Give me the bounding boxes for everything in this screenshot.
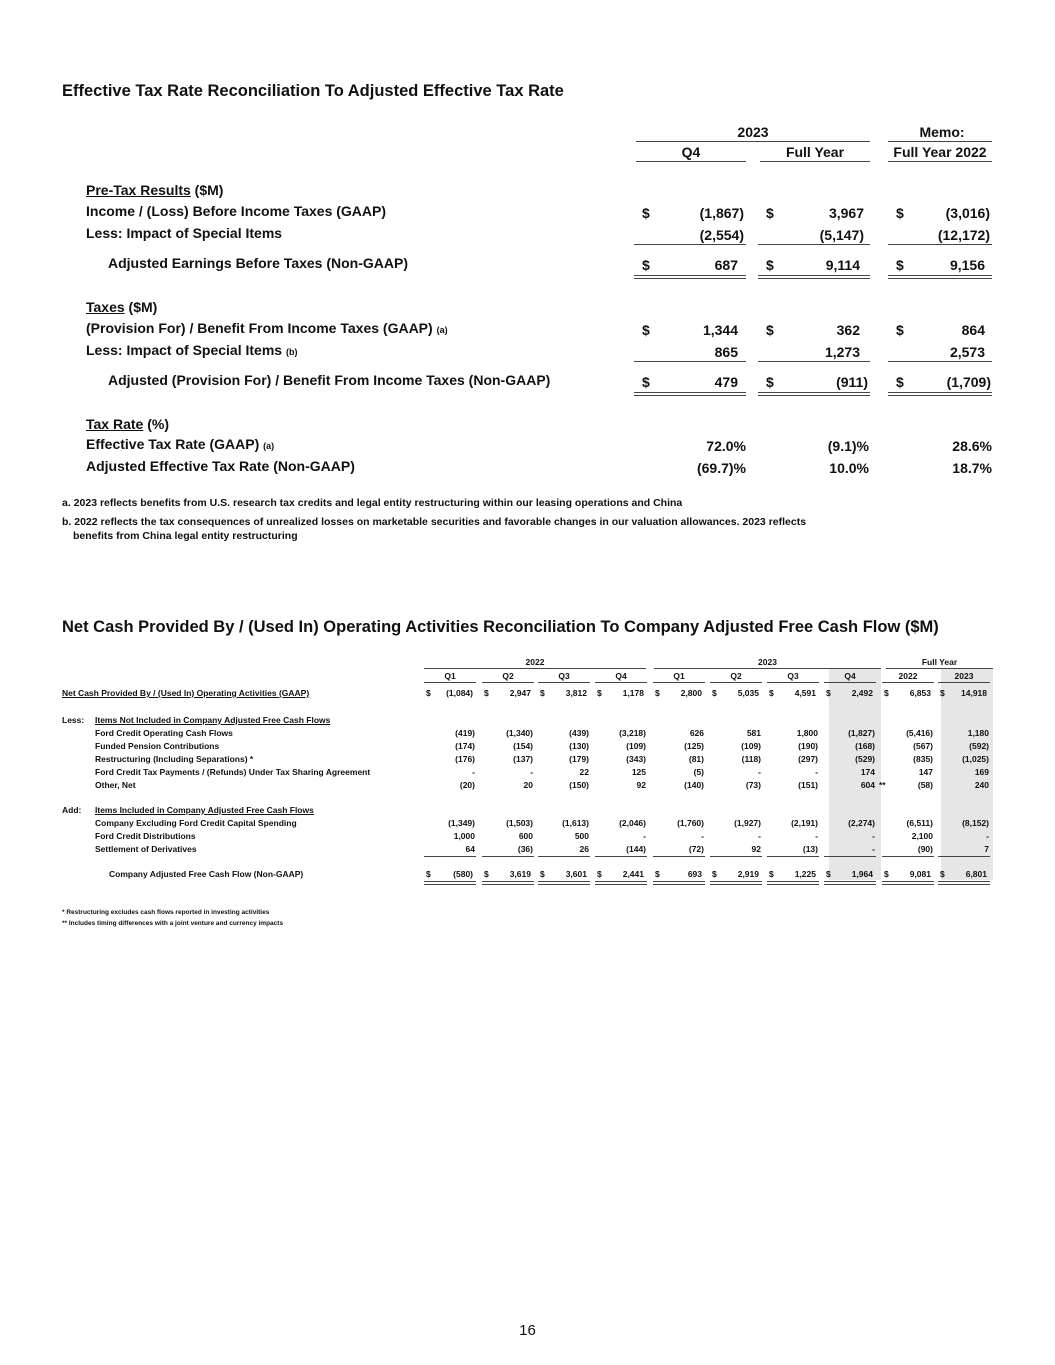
taxes-heading-text: Taxes [86, 299, 125, 315]
less-row-value: (835) [913, 754, 933, 764]
less-row-value: (5,416) [906, 728, 933, 738]
add-row-value: 600 [518, 831, 533, 841]
subtotal-rule [888, 244, 992, 245]
value-adjusted-fcf-2022-q1: (580) [453, 869, 473, 879]
less-row-label: Other, Net [95, 780, 136, 790]
less-row-value: (140) [684, 780, 704, 790]
other-net-q4-marker: ** [879, 780, 886, 790]
row-label-adjusted-ebt: Adjusted Earnings Before Taxes (Non-GAAP) [108, 255, 409, 271]
currency-symbol: $ [484, 869, 489, 879]
value-gaap-2022-q1: (1,084) [446, 688, 473, 698]
add-row-value: (6,511) [906, 818, 933, 828]
less-row-value: 92 [636, 780, 646, 790]
currency-symbol: $ [769, 688, 774, 698]
currency-symbol: $ [712, 688, 717, 698]
less-row-value: (419) [455, 728, 475, 738]
less-row-value: (73) [745, 780, 761, 790]
add-row-value: (1,503) [506, 818, 533, 828]
less-row-value: 169 [974, 767, 989, 777]
less-row-value: (1,827) [848, 728, 875, 738]
column-header-2022-q1: Q1 [444, 671, 456, 681]
less-row-value: - [530, 767, 533, 777]
value-gaap-2022-q2: 2,947 [509, 688, 531, 698]
subtotal-rule [634, 361, 746, 362]
currency-symbol: $ [484, 688, 489, 698]
total-double-rule [824, 881, 876, 885]
value-income-before-taxes-fy: 3,967 [828, 205, 864, 221]
currency-symbol: $ [826, 869, 831, 879]
less-row-label: Funded Pension Contributions [95, 741, 220, 751]
add-row-value: (90) [917, 844, 933, 854]
less-row-value: 125 [631, 767, 646, 777]
total-double-rule [767, 881, 819, 885]
column-rule [767, 682, 819, 683]
pretax-heading [86, 182, 223, 198]
value-gaap-2022-q3: 3,812 [565, 688, 587, 698]
currency-symbol: $ [540, 688, 545, 698]
footnote-ref: (b) [285, 347, 298, 357]
currency-symbol: $ [896, 205, 904, 221]
total-double-rule [634, 275, 746, 279]
total-double-rule [758, 392, 870, 396]
row-label-gaap-operating-cash: Net Cash Provided By / (Used In) Operating Activities (GAAP) [62, 688, 310, 698]
column-rule [595, 682, 647, 683]
tax-rate-heading [86, 416, 169, 432]
row-label-adjusted-fcf: Company Adjusted Free Cash Flow (Non-GAAP) [109, 869, 304, 879]
add-row-value: (13) [802, 844, 818, 854]
currency-symbol: $ [766, 205, 774, 221]
value-effective-tax-rate-fy: (9.1)% [827, 438, 869, 454]
total-double-rule [710, 881, 762, 885]
add-row-value: (1,349) [448, 818, 475, 828]
value-adjusted-provision-fy: (911) [836, 374, 868, 390]
currency-symbol: $ [642, 374, 650, 390]
total-double-rule [888, 392, 992, 396]
footnote-double-star: ** Includes timing differences with a joint venture and currency impacts [62, 920, 284, 927]
group-header-full-year: Full Year [921, 657, 958, 667]
less-row-value: (176) [455, 754, 475, 764]
subtotal-rule [888, 361, 992, 362]
less-row-value: (343) [626, 754, 646, 764]
currency-symbol: $ [642, 257, 650, 273]
add-row-value: - [643, 831, 646, 841]
less-row-value: (1,340) [506, 728, 533, 738]
less-prefix: Less: [62, 715, 85, 725]
add-row-value: 7 [984, 844, 989, 854]
header-rule [888, 161, 992, 162]
value-provision-gaap-fy2022: 864 [961, 322, 985, 338]
add-prefix: Add: [62, 805, 82, 815]
less-row-value: (109) [626, 741, 646, 751]
add-heading: Items Included in Company Adjusted Free Cash Flows [95, 805, 314, 815]
add-row-value: (72) [688, 844, 704, 854]
taxes-heading-suffix: ($M) [124, 299, 158, 315]
subtotal-rule [710, 856, 762, 857]
add-row-value: 500 [574, 831, 589, 841]
less-row-value: (81) [688, 754, 704, 764]
currency-symbol: $ [597, 869, 602, 879]
total-double-rule [634, 392, 746, 396]
total-double-rule [595, 881, 647, 885]
value-adjusted-provision-q4: 479 [714, 374, 738, 390]
less-row-value: (592) [969, 741, 989, 751]
add-row-value: (2,274) [848, 818, 875, 828]
column-header-2022-q4: Q4 [615, 671, 627, 681]
value-gaap-2023-q2: 5,035 [737, 688, 759, 698]
label-text: Effective Tax Rate (GAAP) [86, 436, 260, 452]
currency-symbol: $ [655, 688, 660, 698]
value-special-items-q4: (2,554) [699, 227, 744, 243]
less-row-value: 1,180 [967, 728, 989, 738]
footnote-a: a. 2023 reflects benefits from U.S. research tax credits and legal entity restructuring within our leasing operations and China [62, 497, 683, 509]
currency-symbol: $ [426, 869, 431, 879]
less-row-value: 626 [689, 728, 704, 738]
column-header-fy-2023: 2023 [954, 671, 974, 681]
header-full-year-2022: Full Year 2022 [893, 144, 987, 160]
currency-symbol: $ [884, 869, 889, 879]
value-adjusted-ebt-fy: 9,114 [825, 257, 860, 273]
less-row-value: (439) [569, 728, 589, 738]
add-row-value: (1,760) [677, 818, 704, 828]
currency-symbol: $ [884, 688, 889, 698]
less-row-label: Ford Credit Tax Payments / (Refunds) Under Tax Sharing Agreement [95, 767, 371, 777]
taxes-heading [86, 299, 157, 315]
subtotal-rule [758, 361, 870, 362]
value-adjusted-fcf-2023-q4: 1,964 [851, 869, 873, 879]
less-row-value: (168) [855, 741, 875, 751]
add-row-value: (2,046) [619, 818, 646, 828]
value-gaap-2023-q1: 2,800 [680, 688, 702, 698]
less-row-value: (174) [455, 741, 475, 751]
value-income-before-taxes-fy2022: (3,016) [945, 205, 990, 221]
add-row-value: - [815, 831, 818, 841]
column-rule [938, 682, 990, 683]
page-number: 16 [519, 1322, 536, 1339]
add-row-label: Ford Credit Distributions [95, 831, 196, 841]
tax-rate-heading-text: Tax Rate [86, 416, 144, 432]
value-provision-gaap-q4: 1,344 [702, 322, 738, 338]
total-double-rule [653, 881, 705, 885]
value-adjusted-fcf-2022-q4: 2,441 [622, 869, 644, 879]
add-row-value: (2,191) [791, 818, 818, 828]
total-double-rule [538, 881, 590, 885]
currency-symbol: $ [896, 322, 904, 338]
label-text: (Provision For) / Benefit From Income Taxes (GAAP) [86, 320, 433, 336]
header-rule [888, 141, 992, 142]
total-double-rule [938, 881, 990, 885]
currency-symbol: $ [940, 869, 945, 879]
footnote-b: b. 2022 reflects the tax consequences of unrealized losses on marketable securities and favorable changes in our valuation allowances. 2023 reflects [62, 516, 807, 528]
less-row-value: (118) [741, 754, 761, 764]
less-row-value: (109) [741, 741, 761, 751]
add-row-value: (1,613) [562, 818, 589, 828]
currency-symbol: $ [642, 322, 650, 338]
header-group-2023: 2023 [737, 124, 769, 140]
value-provision-gaap-fy: 362 [836, 322, 860, 338]
currency-symbol: $ [769, 869, 774, 879]
footnote-star: * Restructuring excludes cash flows reported in investing activities [62, 909, 270, 916]
value-adjusted-rate-fy: 10.0% [829, 460, 869, 476]
less-row-value: (3,218) [619, 728, 646, 738]
add-row-value: - [986, 831, 989, 841]
header-rule [636, 141, 870, 142]
tax-rate-heading-suffix: (%) [143, 416, 169, 432]
subtotal-rule [758, 244, 870, 245]
value-adjusted-rate-q4: (69.7)% [696, 460, 746, 476]
total-double-rule [424, 881, 476, 885]
add-row-value: 26 [579, 844, 589, 854]
add-row-value: (1,927) [734, 818, 761, 828]
less-row-value: - [815, 767, 818, 777]
header-rule [636, 161, 746, 162]
header-rule [760, 161, 870, 162]
pretax-heading-suffix: ($M) [190, 182, 224, 198]
less-row-value: 20 [523, 780, 533, 790]
subtotal-rule [882, 856, 934, 857]
header-q4: Q4 [681, 144, 701, 160]
currency-symbol: $ [766, 257, 774, 273]
less-row-value: (297) [798, 754, 818, 764]
add-row-value: (144) [626, 844, 646, 854]
value-effective-tax-rate-fy2022: 28.6% [952, 438, 992, 454]
pretax-heading-text: Pre-Tax Results [86, 182, 191, 198]
header-full-year: Full Year [785, 144, 845, 160]
group-header-2023: 2023 [758, 657, 777, 667]
value-adjusted-fcf-2022-q2: 3,619 [509, 869, 531, 879]
column-header-2023-q4: Q4 [844, 671, 856, 681]
column-header-2023-q3: Q3 [787, 671, 799, 681]
value-adjusted-fcf-2023-q3: 1,225 [794, 869, 816, 879]
value-adjusted-rate-fy2022: 18.7% [952, 460, 992, 476]
currency-symbol: $ [642, 205, 650, 221]
less-row-value: 147 [918, 767, 933, 777]
subtotal-rule [538, 856, 590, 857]
less-row-value: (529) [855, 754, 875, 764]
add-row-value: (8,152) [962, 818, 989, 828]
value-tax-special-items-fy2022: 2,573 [949, 344, 985, 360]
add-row-label: Company Excluding Ford Credit Capital Spending [95, 818, 297, 828]
row-label-adjusted-effective-tax-rate: Adjusted Effective Tax Rate (Non-GAAP) [86, 458, 355, 474]
header-memo: Memo: [919, 124, 965, 140]
subtotal-rule [482, 856, 534, 857]
row-label-provision-gaap [86, 320, 448, 336]
currency-symbol: $ [826, 688, 831, 698]
add-row-value: 64 [465, 844, 475, 854]
less-row-value: (125) [684, 741, 704, 751]
value-adjusted-ebt-q4: 687 [714, 257, 738, 273]
currency-symbol: $ [766, 374, 774, 390]
less-row-value: (137) [513, 754, 533, 764]
subtotal-rule [938, 856, 990, 857]
row-label-special-items: Less: Impact of Special Items [86, 225, 283, 241]
subtotal-rule [824, 856, 876, 857]
currency-symbol: $ [597, 688, 602, 698]
value-tax-special-items-fy: 1,273 [824, 344, 860, 360]
less-row-value: (150) [569, 780, 589, 790]
subtotal-rule [767, 856, 819, 857]
add-row-value: 2,100 [911, 831, 933, 841]
currency-symbol: $ [540, 869, 545, 879]
value-effective-tax-rate-q4: 72.0% [706, 438, 746, 454]
less-row-value: (5) [693, 767, 704, 777]
value-gaap-fy-2023: 14,918 [961, 688, 987, 698]
subtotal-rule [595, 856, 647, 857]
less-row-value: 1,800 [796, 728, 818, 738]
less-row-value: 174 [860, 767, 875, 777]
total-double-rule [882, 881, 934, 885]
total-double-rule [482, 881, 534, 885]
less-row-value: (151) [798, 780, 818, 790]
less-row-value: 604 [860, 780, 875, 790]
column-header-2022-q3: Q3 [558, 671, 570, 681]
footnote-ref: (a) [436, 325, 448, 335]
column-header-2023-q2: Q2 [730, 671, 742, 681]
add-row-value: - [872, 831, 875, 841]
subtotal-rule [653, 856, 705, 857]
less-row-value: (130) [569, 741, 589, 751]
group-rule [654, 668, 881, 669]
value-adjusted-ebt-fy2022: 9,156 [949, 257, 985, 273]
value-special-items-fy2022: (12,172) [937, 227, 990, 243]
footnote-ref: (a) [263, 441, 275, 451]
add-row-label: Settlement of Derivatives [95, 844, 197, 854]
column-rule [882, 682, 934, 683]
label-text: Less: Impact of Special Items [86, 342, 283, 358]
less-row-value: 581 [746, 728, 761, 738]
value-gaap-2022-q4: 1,178 [622, 688, 644, 698]
add-row-value: 1,000 [453, 831, 475, 841]
currency-symbol: $ [940, 688, 945, 698]
value-special-items-fy: (5,147) [819, 227, 864, 243]
column-header-fy-2022: 2022 [898, 671, 918, 681]
currency-symbol: $ [426, 688, 431, 698]
row-label-income-before-taxes: Income / (Loss) Before Income Taxes (GAAP) [86, 203, 387, 219]
total-double-rule [758, 275, 870, 279]
less-row-value: (567) [913, 741, 933, 751]
add-row-value: - [758, 831, 761, 841]
column-rule [710, 682, 762, 683]
value-tax-special-items-q4: 865 [714, 344, 738, 360]
less-row-value: (154) [513, 741, 533, 751]
less-row-value: (179) [569, 754, 589, 764]
currency-symbol: $ [896, 374, 904, 390]
column-rule [653, 682, 705, 683]
value-adjusted-fcf-fy-2023: 6,801 [965, 869, 987, 879]
column-rule [482, 682, 534, 683]
row-label-adjusted-provision: Adjusted (Provision For) / Benefit From Income Taxes (Non-GAAP) [108, 372, 551, 388]
value-gaap-2023-q4: 2,492 [851, 688, 873, 698]
currency-symbol: $ [712, 869, 717, 879]
value-gaap-fy-2022: 6,853 [909, 688, 931, 698]
add-row-value: - [872, 844, 875, 854]
less-row-value: - [472, 767, 475, 777]
value-adjusted-fcf-fy-2022: 9,081 [909, 869, 931, 879]
value-gaap-2023-q3: 4,591 [794, 688, 816, 698]
currency-symbol: $ [766, 322, 774, 338]
subtotal-rule [634, 244, 746, 245]
less-row-value: (190) [798, 741, 818, 751]
tax-rate-section-title: Effective Tax Rate Reconciliation To Adjusted Effective Tax Rate [62, 82, 564, 100]
group-header-2022: 2022 [525, 657, 545, 667]
add-row-value: - [701, 831, 704, 841]
value-income-before-taxes-q4: (1,867) [699, 205, 744, 221]
column-header-2022-q2: Q2 [502, 671, 514, 681]
less-row-value: 22 [579, 767, 589, 777]
value-adjusted-fcf-2022-q3: 3,601 [565, 869, 587, 879]
less-row-value: (1,025) [962, 754, 989, 764]
less-row-label: Restructuring (Including Separations) * [95, 754, 254, 764]
column-header-2023-q1: Q1 [673, 671, 685, 681]
less-row-value: (20) [459, 780, 475, 790]
row-label-effective-tax-rate [86, 436, 274, 452]
value-adjusted-fcf-2023-q1: 693 [687, 869, 702, 879]
column-rule [424, 682, 476, 683]
total-double-rule [888, 275, 992, 279]
add-row-value: 92 [751, 844, 761, 854]
row-label-tax-special-items [86, 342, 297, 358]
add-row-value: (36) [517, 844, 533, 854]
group-rule [886, 668, 993, 669]
footnote-b-cont: benefits from China legal entity restructuring [73, 530, 298, 542]
subtotal-rule [424, 856, 476, 857]
value-adjusted-fcf-2023-q2: 2,919 [737, 869, 759, 879]
less-heading: Items Not Included in Company Adjusted Free Cash Flows [95, 715, 331, 725]
group-rule [424, 668, 646, 669]
value-adjusted-provision-fy2022: (1,709) [946, 374, 991, 390]
column-rule [538, 682, 590, 683]
column-rule [824, 682, 876, 683]
currency-symbol: $ [896, 257, 904, 273]
cash-flow-section-title: Net Cash Provided By / (Used In) Operating Activities Reconciliation To Company Adjusted Free Cash Flow ($M) [62, 618, 939, 636]
less-row-value: - [758, 767, 761, 777]
less-row-value: 240 [974, 780, 989, 790]
less-row-label: Ford Credit Operating Cash Flows [95, 728, 233, 738]
currency-symbol: $ [655, 869, 660, 879]
less-row-value: (58) [917, 780, 933, 790]
